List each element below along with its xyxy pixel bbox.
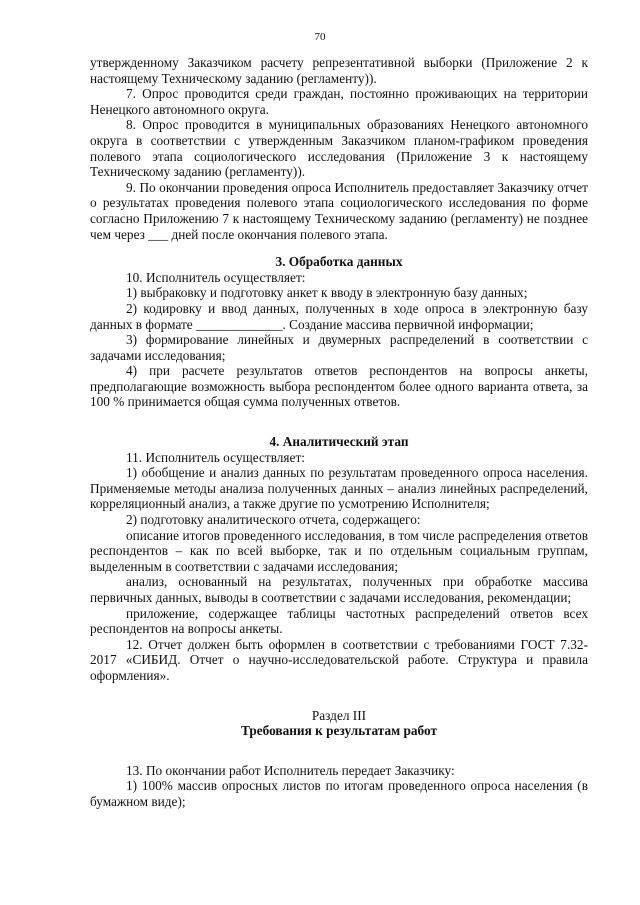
section-heading: 3. Обработка данных (275, 254, 403, 270)
paragraph: 3) формирование линейных и двумерных распределений в соответствии с задачами исследования; (90, 332, 588, 363)
paragraph: 13. По окончании работ Исполнитель передает Заказчику: (126, 762, 455, 778)
paragraph: 1) 100% массив опросных листов по итогам проведенного опроса населения (в бумажном виде); (90, 778, 588, 809)
paragraph: утвержденному Заказчиком расчету репрезентативной выборки (Приложение 2 к настоящему Техническому заданию (регламенту)). (90, 55, 588, 86)
section-label: Раздел III (311, 707, 367, 723)
spacer (90, 410, 588, 434)
spacer (90, 684, 588, 708)
paragraph: 7. Опрос проводится среди граждан, постоянно проживающих на территории Ненецкого автономного округа. (90, 86, 588, 117)
spacer (90, 242, 588, 254)
paragraph: 4) при расчете результатов ответов респондентов на вопросы анкеты, предполагающие возможность выбора респондентом более одного варианта ответа, за 100 % принимается общая сумма полученных ответов. (90, 363, 588, 410)
paragraph: 11. Исполнитель осуществляет: (126, 449, 305, 465)
paragraph: анализ, основанный на результатах, полученных при обработке массива первичных данных, выводы в соответствии с задачами исследования, рекомендации; (90, 574, 588, 605)
section-heading: 4. Аналитический этап (269, 434, 409, 450)
paragraph: описание итогов проведенного исследования, в том числе распределения ответов респондентов – как по всей выборке, так и по отдельным социальным группам, выделенным в соответствии с задачами исследования; (90, 527, 588, 574)
page-number: 70 (314, 31, 326, 43)
paragraph: приложение, содержащее таблицы частотных распределений ответов всех респондентов на вопросы анкеты. (90, 605, 588, 637)
paragraph: 2) подготовку аналитического отчета, содержащего: (126, 512, 421, 528)
document-body (90, 55, 588, 810)
paragraph: 8. Опрос проводится в муниципальных образованиях Ненецкого автономного округа в соответствии с утвержденным Заказчиком планом-графиком проведения полевого этапа социологического исследования (Приложение 3 к настоящему Техническому заданию (регламенту)). (90, 117, 588, 180)
paragraph: 9. По окончании проведения опроса Исполнитель предоставляет Заказчику отчет о результатах проведения полевого этапа социологического исследования по форме согласно Приложению 7 к настоящему Техническому заданию (регламенту) не позднее чем через ___ дней после окончания полевого этапа. (90, 179, 588, 242)
section-heading: Требования к результатам работ (240, 723, 437, 739)
paragraph: 12. Отчет должен быть оформлен в соответствии с требованиями ГОСТ 7.32-2017 «СИБИД. Отчет о научно-исследовательской работе. Структура и правила оформления». (90, 636, 588, 683)
paragraph: 2) кодировку и ввод данных, полученных в ходе опроса в электронную базу данных в формате _____________. Создание массива первичной информации; (90, 300, 588, 332)
spacer (90, 739, 588, 763)
paragraph: 10. Исполнитель осуществляет: (126, 269, 306, 285)
paragraph: 1) выбраковку и подготовку анкет к вводу в электронную базу данных; (126, 285, 528, 301)
paragraph: 1) обобщение и анализ данных по результатам проведенного опроса населения. Применяемые методы анализа полученных данных – анализ линейных распределений, корреляционный анализ, а также другие по усмотрению Исполнителя; (90, 465, 588, 512)
